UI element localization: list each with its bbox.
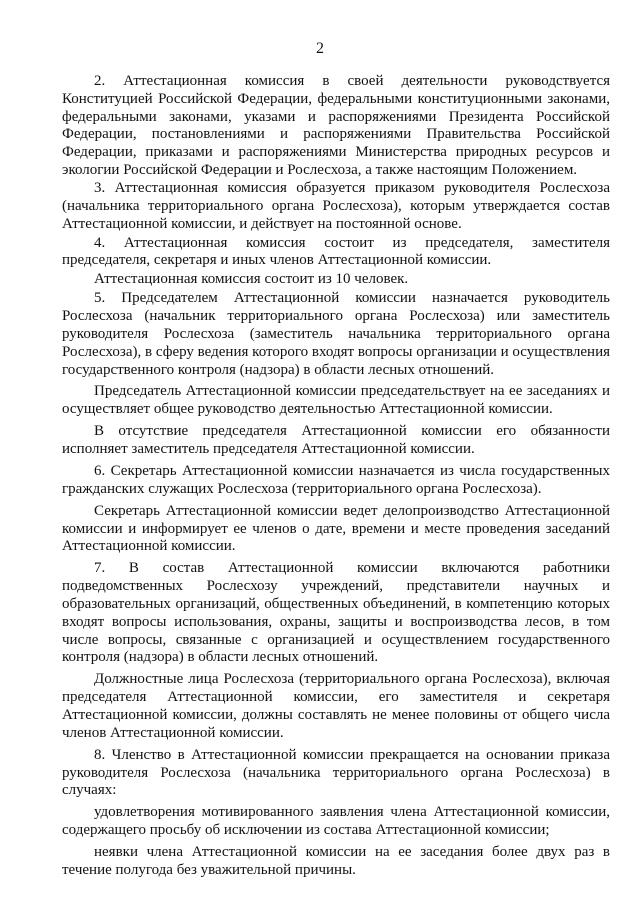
paragraph-2: 2. Аттестационная комиссия в своей деятельности руководствуется Конституцией Российской Федерации, федеральными конституционными законами, федеральными законами, указами и распоряжениями Президента Российской Федерации, постановлениями и распоряжениями Правительства Российской Федерации, приказами и распоряжениями Министерства природных ресурсов и экологии Российской Федерации и Рослесхоза, а также настоящим Положением. — [62, 73, 610, 178]
paragraph-7-officials-share: Должностные лица Рослесхоза (территориального органа Рослесхоза), включая председателя Аттестационной комиссии, его заместителя и секретаря Аттестационной комиссии, должны составлять не менее половины от общего числа членов Аттестационной комиссии. — [62, 671, 610, 741]
document-body — [62, 73, 610, 880]
paragraph-5-chairman-duties: Председатель Аттестационной комиссии председательствует на ее заседаниях и осуществляет общее руководство деятельностью Аттестационной комиссии. — [62, 383, 610, 418]
paragraph-3: 3. Аттестационная комиссия образуется приказом руководителя Рослесхоза (начальника территориального органа Рослесхоза), которым утверждается состав Аттестационной комиссии, и действует на постоянной основе. — [62, 179, 610, 232]
paragraph-8: 8. Членство в Аттестационной комиссии прекращается на основании приказа руководителя Рослесхоза (начальника территориального органа Рослесхоза) в случаях: — [62, 746, 610, 799]
paragraph-5: 5. Председателем Аттестационной комиссии назначается руководитель Рослесхоза (начальник территориального органа Рослесхоза) или заместитель руководителя Рослесхоза (заместитель начальника территориального органа Рослесхоза), в сферу ведения которого входят вопросы организации и осуществления государственного контроля (надзора) в области лесных отношений. — [62, 290, 610, 378]
paragraph-7: 7. В состав Аттестационной комиссии включаются работники подведомственных Рослесхозу учреждений, представители научных и образовательных организаций, общественных объединений, в компетенцию которых входят вопросы использования, охраны, защиты и воспроизводства лесов, в том числе вопросы, связанные с организацией и осуществлением государственного контроля (надзора) в области лесных отношений. — [62, 560, 610, 666]
paragraph-8-case-application: удовлетворения мотивированного заявления члена Аттестационной комиссии, содержащего просьбу об исключении из состава Аттестационной комиссии; — [62, 804, 610, 839]
paragraph-6: 6. Секретарь Аттестационной комиссии назначается из числа государственных гражданских служащих Рослесхоза (территориального органа Рослесхоза). — [62, 463, 610, 497]
paragraph-4-members-count: Аттестационная комиссия состоит из 10 человек. — [94, 271, 409, 288]
paragraph-5-chairman-absence: В отсутствие председателя Аттестационной комиссии его обязанности исполняет заместитель председателя Аттестационной комиссии. — [62, 423, 610, 458]
paragraph-6-secretary-duties: Секретарь Аттестационной комиссии ведет делопроизводство Аттестационной комиссии и информирует ее членов о дате, времени и месте проведения заседаний Аттестационной комиссии. — [62, 502, 610, 555]
paragraph-8-case-absence: неявки члена Аттестационной комиссии на ее заседания более двух раз в течение полугода без уважительной причины. — [62, 844, 610, 878]
page-number: 2 — [316, 40, 324, 57]
paragraph-4: 4. Аттестационная комиссия состоит из председателя, заместителя председателя, секретаря и иных членов Аттестационной комиссии. — [62, 234, 610, 269]
